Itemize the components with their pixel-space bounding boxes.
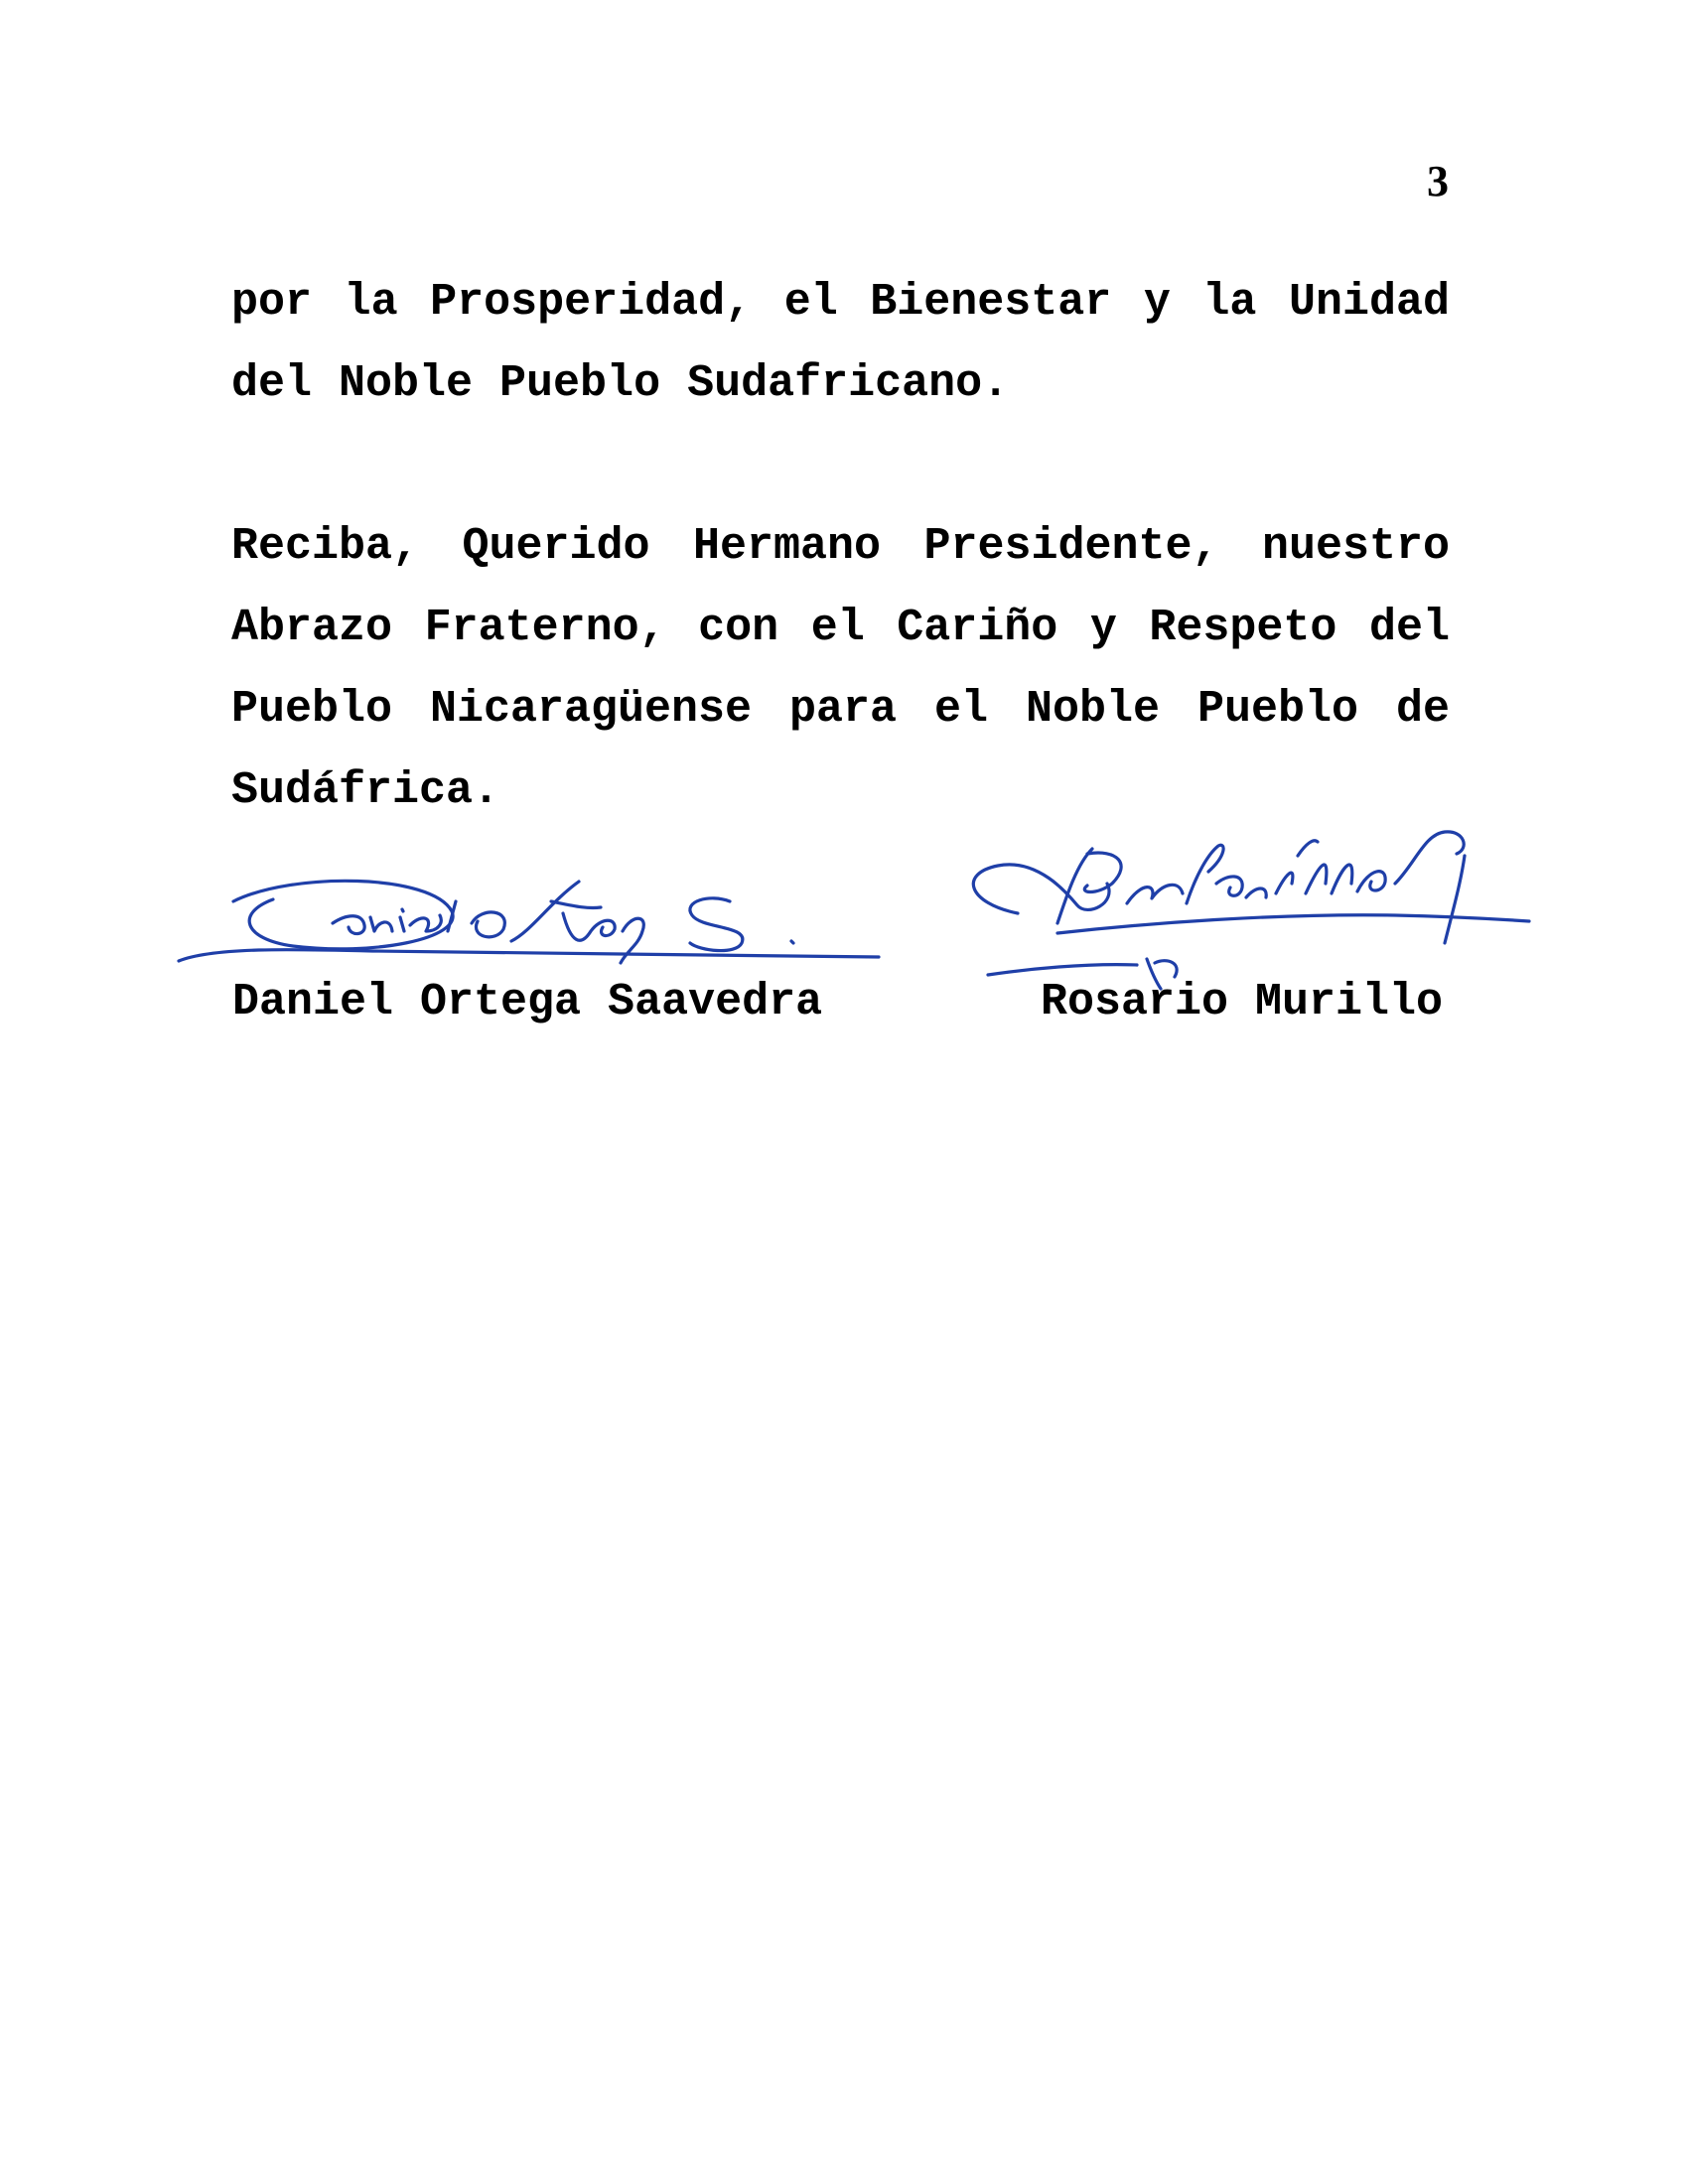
letter-paragraph-closing [231,262,1450,425]
letter-paragraph-salutation [231,506,1450,832]
signer-name-ortega: Daniel Ortega Saavedra [232,977,823,1027]
paragraph-text: Reciba, Querido Hermano Presidente, nuestro Abrazo Fraterno, con el Cariño y Respeto del Pueblo Nicaragüense para el Noble Pueblo de Sudáfrica. [231,521,1450,816]
signature-murillo [948,794,1544,983]
signature-ortega [174,852,889,981]
signer-name-murillo: Rosario Murillo [1041,977,1444,1027]
paragraph-text: por la Prosperidad, el Bienestar y la Unidad del Noble Pueblo Sudafricano. [231,277,1450,409]
page-number: 3 [1427,157,1449,205]
